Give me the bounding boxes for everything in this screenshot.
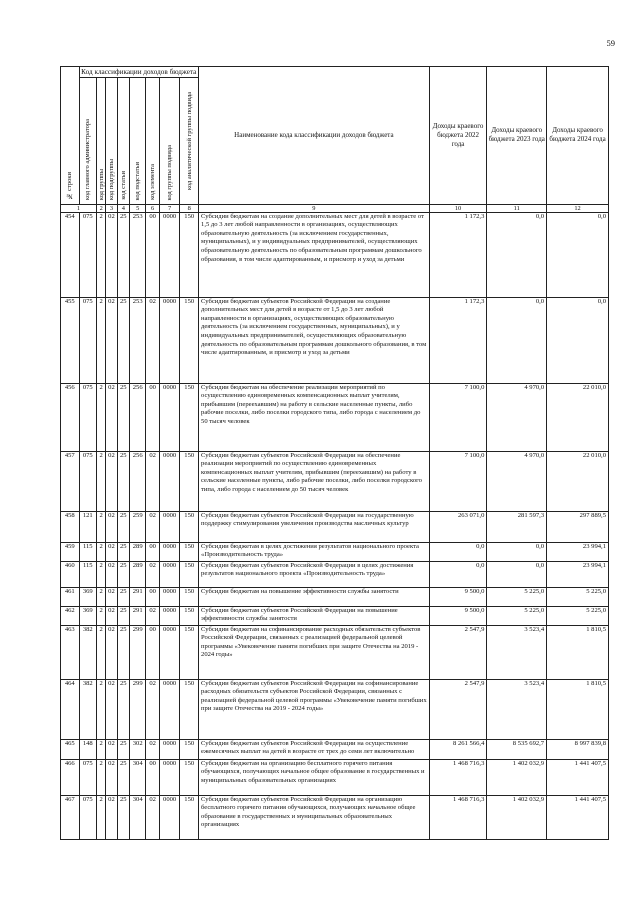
analytic-code-cell: 150 — [180, 795, 199, 839]
table-row — [61, 795, 609, 839]
row-number-cell: 461 — [61, 587, 80, 606]
header-admin-code: код главного администратора — [79, 78, 97, 205]
program-code-cell: 0000 — [159, 759, 180, 795]
code-name-cell: Субсидии бюджетам субъектов Российской Федерации на повышение эффективности службы занятости — [199, 606, 430, 625]
subgroup-code-cell: 02 — [106, 297, 117, 383]
admin-code-cell: 382 — [79, 625, 97, 679]
analytic-code-cell: 150 — [180, 451, 199, 511]
row-number-cell: 459 — [61, 542, 80, 561]
subarticle-code-cell: 289 — [129, 561, 145, 587]
table-row — [61, 561, 609, 587]
subarticle-code-cell: 253 — [129, 297, 145, 383]
admin-code-cell: 148 — [79, 739, 97, 759]
column-number: 2 — [97, 204, 106, 212]
subarticle-code-cell: 291 — [129, 606, 145, 625]
header-row-number: № строки — [61, 67, 80, 205]
revenue-2023-cell: 1 402 032,9 — [487, 759, 547, 795]
revenue-2024-cell: 23 994,1 — [547, 542, 609, 561]
program-code-cell: 0000 — [159, 511, 180, 542]
table-row — [61, 451, 609, 511]
analytic-code-cell: 150 — [180, 212, 199, 297]
admin-code-cell: 075 — [79, 795, 97, 839]
revenue-2022-cell: 0,0 — [429, 542, 487, 561]
element-code-cell: 02 — [146, 795, 159, 839]
element-code-cell: 02 — [146, 451, 159, 511]
subgroup-code-cell: 02 — [106, 739, 117, 759]
revenue-2022-cell: 1 172,3 — [429, 297, 487, 383]
table-body — [61, 212, 609, 839]
revenue-2024-cell: 8 997 839,8 — [547, 739, 609, 759]
table-row — [61, 759, 609, 795]
admin-code-cell: 075 — [79, 212, 97, 297]
revenue-2023-cell: 8 535 692,7 — [487, 739, 547, 759]
program-code-cell: 0000 — [159, 561, 180, 587]
revenue-2023-cell: 0,0 — [487, 297, 547, 383]
element-code-cell: 00 — [146, 587, 159, 606]
group-code-cell: 2 — [97, 561, 106, 587]
article-code-cell: 25 — [117, 451, 129, 511]
analytic-code-cell: 150 — [180, 679, 199, 739]
row-number-cell: 455 — [61, 297, 80, 383]
article-code-cell: 25 — [117, 383, 129, 451]
element-code-cell: 02 — [146, 739, 159, 759]
subarticle-code-cell: 253 — [129, 212, 145, 297]
article-code-cell: 25 — [117, 212, 129, 297]
program-code-cell: 0000 — [159, 795, 180, 839]
revenue-2022-cell: 7 100,0 — [429, 451, 487, 511]
page-number: 59 — [606, 38, 615, 48]
group-code-cell: 2 — [97, 679, 106, 739]
revenue-2023-cell: 4 970,0 — [487, 383, 547, 451]
group-code-cell: 2 — [97, 625, 106, 679]
header-program-code: код группы подвида — [159, 78, 180, 205]
revenue-2023-cell: 0,0 — [487, 542, 547, 561]
revenue-2024-cell: 1 441 407,5 — [547, 795, 609, 839]
admin-code-cell: 075 — [79, 383, 97, 451]
group-code-cell: 2 — [97, 212, 106, 297]
table-row — [61, 212, 609, 297]
code-name-cell: Субсидии бюджетам на повышение эффективности службы занятости — [199, 587, 430, 606]
row-number-cell: 465 — [61, 739, 80, 759]
row-number-cell: 454 — [61, 212, 80, 297]
group-code-cell: 2 — [97, 542, 106, 561]
analytic-code-cell: 150 — [180, 625, 199, 679]
table-row — [61, 511, 609, 542]
row-number-cell: 456 — [61, 383, 80, 451]
analytic-code-cell: 150 — [180, 561, 199, 587]
analytic-code-cell: 150 — [180, 606, 199, 625]
column-number: 6 — [146, 204, 159, 212]
revenue-2023-cell: 0,0 — [487, 561, 547, 587]
article-code-cell: 25 — [117, 587, 129, 606]
article-code-cell: 25 — [117, 625, 129, 679]
column-number: 5 — [129, 204, 145, 212]
subarticle-code-cell: 304 — [129, 795, 145, 839]
row-number-cell: 458 — [61, 511, 80, 542]
subgroup-code-cell: 02 — [106, 561, 117, 587]
revenue-2022-cell: 263 071,0 — [429, 511, 487, 542]
row-number-cell: 463 — [61, 625, 80, 679]
element-code-cell: 00 — [146, 625, 159, 679]
analytic-code-cell: 150 — [180, 759, 199, 795]
analytic-code-cell: 150 — [180, 511, 199, 542]
group-code-cell: 2 — [97, 451, 106, 511]
program-code-cell: 0000 — [159, 679, 180, 739]
code-name-cell: Субсидии бюджетам на организацию бесплатного горячего питания обучающихся, получающих начальное общее образование в государственных и муниципальных образовательных организациях — [199, 759, 430, 795]
revenue-2024-cell: 1 810,5 — [547, 625, 609, 679]
analytic-code-cell: 150 — [180, 383, 199, 451]
header-code-name: Наименование кода классификации доходов бюджета — [199, 67, 430, 205]
subarticle-code-cell: 291 — [129, 587, 145, 606]
program-code-cell: 0000 — [159, 739, 180, 759]
article-code-cell: 25 — [117, 297, 129, 383]
revenue-2024-cell: 22 010,0 — [547, 383, 609, 451]
article-code-cell: 25 — [117, 511, 129, 542]
subarticle-code-cell: 256 — [129, 383, 145, 451]
header-article-code: код статьи — [117, 78, 129, 205]
code-name-cell: Субсидии бюджетам на софинансирование расходных обязательств субъектов Российской Федерации, связанных с реализацией федеральной целевой программы «Увековечение памяти погибших при защите Отечества на 2019 - 2024 годы» — [199, 625, 430, 679]
column-number-row — [61, 204, 609, 212]
admin-code-cell: 075 — [79, 759, 97, 795]
program-code-cell: 0000 — [159, 542, 180, 561]
code-name-cell: Субсидии бюджетам на обеспечение реализации мероприятий по осуществлению единовременных компенсационных выплат учителям, прибывшим (переехавшим) на работу в сельские населенные пункты, либо рабочие поселки, либо поселки городского типа, либо города с населением до 50 тысяч человек — [199, 383, 430, 451]
analytic-code-cell: 150 — [180, 587, 199, 606]
subarticle-code-cell: 299 — [129, 679, 145, 739]
revenue-2024-cell: 5 225,0 — [547, 587, 609, 606]
revenue-2022-cell: 0,0 — [429, 561, 487, 587]
revenue-2024-cell: 23 994,1 — [547, 561, 609, 587]
row-number-cell: 467 — [61, 795, 80, 839]
program-code-cell: 0000 — [159, 587, 180, 606]
element-code-cell: 02 — [146, 606, 159, 625]
group-code-cell: 2 — [97, 795, 106, 839]
subgroup-code-cell: 02 — [106, 625, 117, 679]
revenue-2023-cell: 1 402 032,9 — [487, 795, 547, 839]
program-code-cell: 0000 — [159, 212, 180, 297]
header-classification-code: Код классификации доходов бюджета — [79, 67, 198, 78]
admin-code-cell: 115 — [79, 561, 97, 587]
table-row — [61, 606, 609, 625]
article-code-cell: 25 — [117, 561, 129, 587]
column-number: 1 — [61, 204, 97, 212]
revenue-2023-cell: 5 225,0 — [487, 587, 547, 606]
admin-code-cell: 369 — [79, 587, 97, 606]
revenue-2022-cell: 9 500,0 — [429, 606, 487, 625]
article-code-cell: 25 — [117, 759, 129, 795]
revenue-2024-cell: 1 441 407,5 — [547, 759, 609, 795]
column-number: 10 — [429, 204, 487, 212]
row-number-cell: 460 — [61, 561, 80, 587]
header-subarticle-code: код подстатьи — [129, 78, 145, 205]
element-code-cell: 02 — [146, 561, 159, 587]
program-code-cell: 0000 — [159, 625, 180, 679]
code-name-cell: Субсидии бюджетам субъектов Российской Федерации на государственную поддержку стимулирования увеличения производства масличных культур — [199, 511, 430, 542]
table-row — [61, 739, 609, 759]
revenue-2024-cell: 1 810,5 — [547, 679, 609, 739]
revenue-2024-cell: 22 010,0 — [547, 451, 609, 511]
revenue-2023-cell: 3 523,4 — [487, 625, 547, 679]
header-group-code: код группы — [97, 78, 106, 205]
row-number-cell: 466 — [61, 759, 80, 795]
column-number: 9 — [199, 204, 430, 212]
group-code-cell: 2 — [97, 739, 106, 759]
analytic-code-cell: 150 — [180, 542, 199, 561]
table-row — [61, 542, 609, 561]
row-number-cell: 457 — [61, 451, 80, 511]
element-code-cell: 00 — [146, 212, 159, 297]
code-name-cell: Субсидии бюджетам на создание дополнительных мест для детей в возрасте от 1,5 до 3 лет любой направленности в организациях, осуществляющих образовательную деятельность (за исключением государственных, муниципальных), и у индивидуальных предпринимателей, осуществляющих образовательную деятельность по образовательным программам дошкольного образования, в том числе адаптированным, и присмотр и уход за детьми — [199, 212, 430, 297]
revenue-2024-cell: 0,0 — [547, 212, 609, 297]
program-code-cell: 0000 — [159, 297, 180, 383]
revenue-2023-cell: 0,0 — [487, 212, 547, 297]
revenue-2022-cell: 2 547,9 — [429, 625, 487, 679]
admin-code-cell: 369 — [79, 606, 97, 625]
table-row — [61, 587, 609, 606]
code-name-cell: Субсидии бюджетам в целях достижения результатов национального проекта «Производительность труда» — [199, 542, 430, 561]
header-analytic-code: код аналитической группы подвида — [180, 78, 199, 205]
revenue-2024-cell: 5 225,0 — [547, 606, 609, 625]
subarticle-code-cell: 259 — [129, 511, 145, 542]
row-number-cell: 462 — [61, 606, 80, 625]
admin-code-cell: 382 — [79, 679, 97, 739]
element-code-cell: 00 — [146, 759, 159, 795]
subarticle-code-cell: 304 — [129, 759, 145, 795]
subgroup-code-cell: 02 — [106, 542, 117, 561]
subarticle-code-cell: 302 — [129, 739, 145, 759]
admin-code-cell: 115 — [79, 542, 97, 561]
program-code-cell: 0000 — [159, 451, 180, 511]
article-code-cell: 25 — [117, 679, 129, 739]
article-code-cell: 25 — [117, 606, 129, 625]
revenue-2023-cell: 4 970,0 — [487, 451, 547, 511]
code-name-cell: Субсидии бюджетам субъектов Российской Федерации на софинансирование расходных обязательств субъектов Российской Федерации, связанных с реализацией федеральной целевой программы «Увековечение памяти погибших при защите Отечества на 2019 - 2024 годы» — [199, 679, 430, 739]
subarticle-code-cell: 289 — [129, 542, 145, 561]
subgroup-code-cell: 02 — [106, 383, 117, 451]
admin-code-cell: 075 — [79, 451, 97, 511]
revenue-2023-cell: 3 523,4 — [487, 679, 547, 739]
header-revenue-2022: Доходы краевого бюджета 2022 года — [429, 67, 487, 205]
group-code-cell: 2 — [97, 759, 106, 795]
column-number: 12 — [547, 204, 609, 212]
revenue-2023-cell: 281 597,3 — [487, 511, 547, 542]
header-subgroup-code: код подгруппы — [106, 78, 117, 205]
row-number-cell: 464 — [61, 679, 80, 739]
analytic-code-cell: 150 — [180, 297, 199, 383]
analytic-code-cell: 150 — [180, 739, 199, 759]
table-row — [61, 679, 609, 739]
program-code-cell: 0000 — [159, 606, 180, 625]
revenue-2022-cell: 7 100,0 — [429, 383, 487, 451]
revenue-2024-cell: 0,0 — [547, 297, 609, 383]
revenue-2022-cell: 1 468 716,3 — [429, 759, 487, 795]
group-code-cell: 2 — [97, 511, 106, 542]
group-code-cell: 2 — [97, 297, 106, 383]
article-code-cell: 25 — [117, 739, 129, 759]
subarticle-code-cell: 256 — [129, 451, 145, 511]
revenue-2022-cell: 2 547,9 — [429, 679, 487, 739]
column-number: 7 — [159, 204, 180, 212]
element-code-cell: 00 — [146, 542, 159, 561]
revenue-2024-cell: 297 889,5 — [547, 511, 609, 542]
admin-code-cell: 121 — [79, 511, 97, 542]
revenue-2022-cell: 1 172,3 — [429, 212, 487, 297]
column-number: 3 — [106, 204, 117, 212]
revenue-2022-cell: 1 468 716,3 — [429, 795, 487, 839]
revenue-2022-cell: 8 261 566,4 — [429, 739, 487, 759]
code-name-cell: Субсидии бюджетам субъектов Российской Федерации на осуществление ежемесячных выплат на детей в возрасте от трех до семи лет включительно — [199, 739, 430, 759]
article-code-cell: 25 — [117, 542, 129, 561]
subgroup-code-cell: 02 — [106, 212, 117, 297]
column-number: 4 — [117, 204, 129, 212]
header-element-code: код элемента — [146, 78, 159, 205]
subgroup-code-cell: 02 — [106, 606, 117, 625]
subgroup-code-cell: 02 — [106, 759, 117, 795]
table-row — [61, 383, 609, 451]
element-code-cell: 00 — [146, 383, 159, 451]
code-name-cell: Субсидии бюджетам субъектов Российской Федерации на обеспечение реализации мероприятий по осуществлению единовременных компенсационных выплат учителям, прибывшим (переехавшим) на работу в сельские населенные пункты, либо рабочие поселки, либо поселки городского типа, либо города с населением до 50 тысяч человек — [199, 451, 430, 511]
table-row — [61, 625, 609, 679]
element-code-cell: 02 — [146, 297, 159, 383]
element-code-cell: 02 — [146, 511, 159, 542]
budget-revenue-table — [60, 66, 609, 840]
subgroup-code-cell: 02 — [106, 587, 117, 606]
group-code-cell: 2 — [97, 383, 106, 451]
revenue-2023-cell: 5 225,0 — [487, 606, 547, 625]
program-code-cell: 0000 — [159, 383, 180, 451]
group-code-cell: 2 — [97, 606, 106, 625]
column-number: 8 — [180, 204, 199, 212]
subgroup-code-cell: 02 — [106, 679, 117, 739]
subgroup-code-cell: 02 — [106, 795, 117, 839]
group-code-cell: 2 — [97, 587, 106, 606]
header-revenue-2023: Доходы краевого бюджета 2023 года — [487, 67, 547, 205]
subgroup-code-cell: 02 — [106, 451, 117, 511]
subgroup-code-cell: 02 — [106, 511, 117, 542]
element-code-cell: 02 — [146, 679, 159, 739]
code-name-cell: Субсидии бюджетам субъектов Российской Федерации на организацию бесплатного горячего питания обучающихся, получающих начальное общее образование в государственных и муниципальных образовательных организациях — [199, 795, 430, 839]
header-revenue-2024: Доходы краевого бюджета 2024 года — [547, 67, 609, 205]
table-row — [61, 297, 609, 383]
revenue-2022-cell: 9 500,0 — [429, 587, 487, 606]
code-name-cell: Субсидии бюджетам субъектов Российской Федерации в целях достижения результатов национального проекта «Производительность труда» — [199, 561, 430, 587]
article-code-cell: 25 — [117, 795, 129, 839]
subarticle-code-cell: 299 — [129, 625, 145, 679]
admin-code-cell: 075 — [79, 297, 97, 383]
column-number: 11 — [487, 204, 547, 212]
code-name-cell: Субсидии бюджетам субъектов Российской Федерации на создание дополнительных мест для детей в возрасте от 1,5 до 3 лет любой направленности в организациях, осуществляющих образовательную деятельность (за исключением государственных, муниципальных), и у индивидуальных предпринимателей, осуществляющих образовательную деятельность по образовательным программам дошкольного образования, в том числе адаптированным, и присмотр и уход за детьми — [199, 297, 430, 383]
